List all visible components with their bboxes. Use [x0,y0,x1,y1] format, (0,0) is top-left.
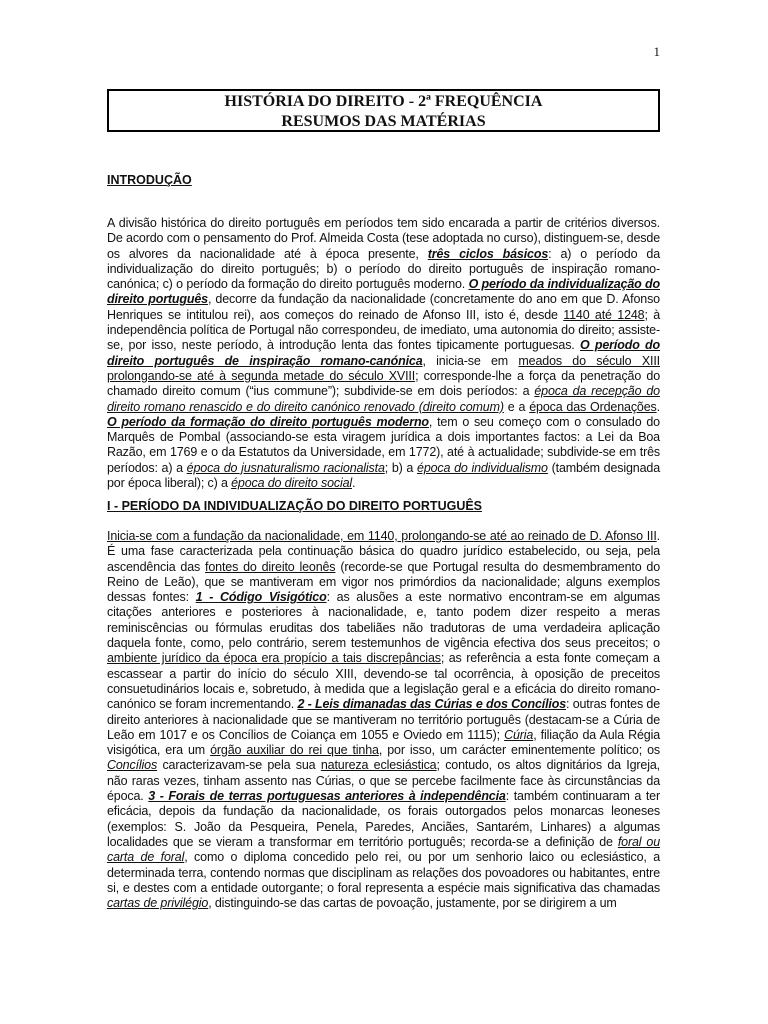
section-text: ; as referência a esta fonte começam a escassear a partir do início do século XIII, devendo-se tal ocorrência, à oposição de preceitos consuetudinários locais e, sobretudo, à medida que a legislação geral e a eficácia do direito romano-canónico se foram incrementando. [107,651,660,712]
section-text: : as alusões a este normativo encontram-se em algumas citações anteriores e posteriores à nacionalidade, e, tanto podem dizer respeito a meras reminiscências ou fórmulas eruditas dos tabeliães não tradutoras de uma verdadeira aplicação daquela fonte, como, pelo contrário, serem testemunhos de vigência efectiva dos seus preceitos; o [107,590,660,651]
intro-text: : a) o período da individualização do direito português; b) o período do direito português de inspiração romano-canónica; c) o período da formação do direito português moderno. [107,246,661,292]
intro-underline: época das Ordenações [529,399,657,414]
intro-text: (também designada por época liberal); c) a [107,460,660,491]
section-text: . É uma fase caracterizada pela continuação básica do quadro jurídico estabelecido, ou seja, pela ascendência das [107,529,660,574]
intro-text: , decorre da fundação da nacionalidade (concretamente do ano em que D. Afonso Henriques se intitulou rei), aos começos do reinado de Afonso III, isto é, desde [107,292,660,322]
intro-emphasis: três ciclos básicos [427,246,549,261]
section-text: , por isso, um carácter eminentemente político; os [378,743,661,758]
intro-emphasis: O período do direito português de inspiração romano-canónica [107,338,660,368]
introduction-paragraph [107,216,660,491]
intro-text: ; à independência política de Portugal não correspondeu, de imediato, uma autonomia do direito; assiste-se, por isso, neste período, à introdução lenta das fontes tipicamente portuguesas. [107,307,661,353]
intro-text: , inicia-se em [422,353,509,368]
section-underline: Inicia-se com a fundação da nacionalidade, em 1140, prolongando-se até ao reinado de D. Afonso III [107,529,657,543]
intro-text: . [352,476,356,491]
section-italic-underline: Concílios [107,758,158,773]
section-text: , distinguindo-se das cartas de povoação, justamente, por se dirigirem a um [208,896,617,911]
intro-italic-underline: época do direito social [231,476,353,491]
section-emphasis: 1 - Código Visigótico [195,590,327,605]
intro-text: A divisão histórica do direito português em períodos tem sido encarada a partir de critérios diversos. De acordo com o pensamento do Prof. Almeida Costa (tese adoptada no curso), distinguem-se, desde os alvores da nacionalidade até à época presente, [107,216,660,261]
section-underline: órgão auxiliar do rei que tinha [210,743,379,758]
intro-text: e a [507,399,526,414]
section-italic-underline: Cúria [504,727,534,742]
section-heading: I - PERÍODO DA INDIVIDUALIZAÇÃO DO DIREITO PORTUGUÊS [107,499,483,513]
section-text: , como o diploma concedido pelo rei, ou por um senhorio laico ou eclesiástico, a determinada terra, contendo normas que disciplinam as relações dos povoadores ou habitantes, entre si, e destes com a entidade outorgante; o foral representa a espécie mais significativa das chamadas [107,850,660,895]
section-emphasis: 2 - Leis dimanadas das Cúrias e dos Concílios [297,697,567,712]
intro-text: . [656,399,660,414]
document-subtitle: RESUMOS DAS MATÉRIAS [281,113,486,130]
section-text: , filiação da Aula Régia visigótica, era um [107,727,660,758]
intro-text: , tem o seu começo com o consulado do Marquês de Pombal (associando-se esta viragem jurídica a dois importantes factos: a Lei da Boa Razão, em 1769 e o da Estatutos da Universidade, em 1772), até à actualidade; subdivide-se em três períodos: a) a [107,414,660,475]
section-underline: natureza eclesiástica [320,758,437,773]
intro-underline: meados do século XIII prolongando-se até à segunda metade do século XVIII [107,353,660,383]
introduction-heading: INTRODUÇÃO [107,173,192,187]
title-box [107,89,660,132]
section-text: (recorde-se que Portugal resulta do desmembramento do Reino de Leão), que se mantiveram em vigor nos primórdios da nacionalidade; alguns exemplos dessas fontes: [107,559,661,605]
intro-emphasis: O período da formação do direito português moderno [107,414,429,429]
section-paragraph [107,529,660,911]
section-underline: ambiente jurídico da época era propício a tais discrepâncias [107,651,441,666]
intro-text: ; corresponde-lhe a força da penetração do chamado direito comum (“ius commune”); subdivide-se em dois períodos: a [107,368,660,399]
intro-italic-underline: época do individualismo [417,460,548,475]
intro-italic-underline: época do jusnaturalismo racionalista [186,460,385,475]
section-underline: fontes do direito leonês [205,559,336,574]
intro-text: ; b) a [384,460,414,475]
section-italic-underline: foral ou carta de foral [107,834,661,865]
intro-italic-underline: época da recepção do direito romano renascido e do direito canónico renovado (direito comum) [107,384,660,414]
section-text: caracterizavam-se pela sua [162,758,316,773]
intro-emphasis: O período da individualização do direito português [107,277,660,307]
section-text: : outras fontes de direito anteriores à nacionalidade que se mantiveram no território português (destacam-se a Cúria de Leão em 1017 e os Concílios de Coiança em 1055 e Oviedo em 1115); [107,697,660,742]
document-title: HISTÓRIA DO DIREITO - 2ª FREQUÊNCIA [224,93,543,110]
page-number: 1 [653,44,660,59]
section-italic-underline: cartas de privilégio [107,896,209,911]
intro-underline: 1140 até 1248 [563,307,645,322]
section-emphasis: 3 - Forais de terras portuguesas anteriores à independência [148,789,506,804]
section-text: : também continuaram a ter eficácia, depois da fundação da nacionalidade, os forais outorgados pelos monarcas leoneses (exemplos: S. João da Pesqueira, Penela, Paredes, Anciães, Santarém, Linhares) a algumas localidades que se vieram a transformar em território português; recorda-se a definição de [107,789,660,849]
section-text: ; contudo, os altos dignitários da Igreja, não raras vezes, tinham assento nas Cúrias, o que se percebe facilmente face às circunstâncias da época. [107,758,660,804]
